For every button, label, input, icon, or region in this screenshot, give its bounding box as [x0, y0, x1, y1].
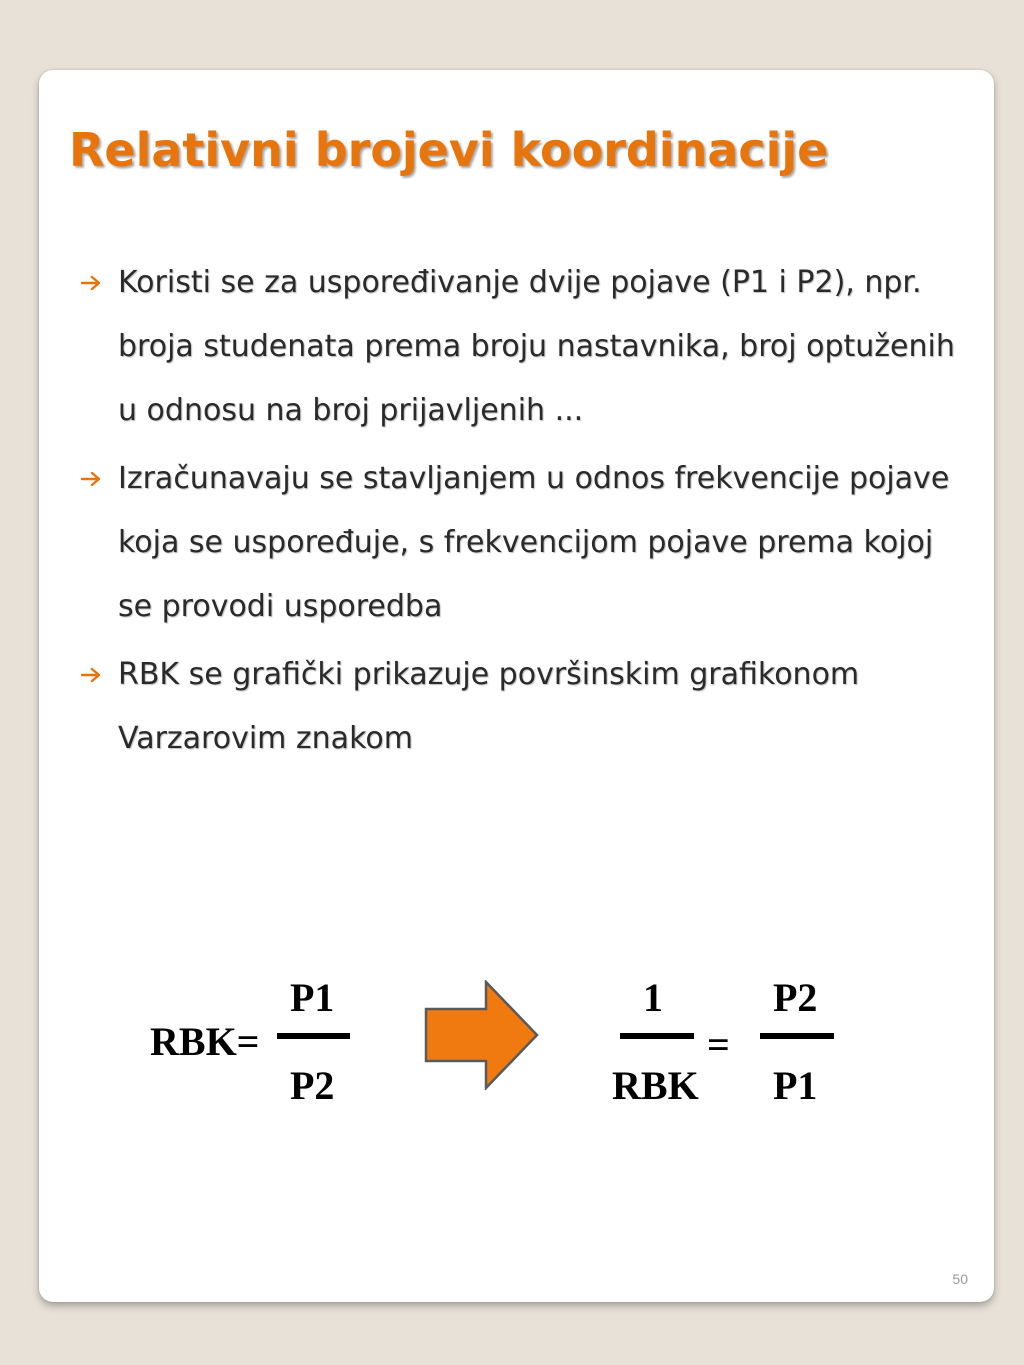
bullet-item [77, 251, 967, 443]
right-arrow-icon [77, 643, 107, 707]
formula-denominator: P1 [773, 1063, 818, 1108]
formula-equals: = [707, 1022, 730, 1067]
formula-numerator: P1 [290, 975, 335, 1020]
right-arrow-icon [77, 447, 107, 511]
fraction-bar [620, 1033, 694, 1039]
formula-denominator: P2 [290, 1063, 335, 1108]
formula-numerator: P2 [773, 975, 818, 1020]
right-arrow-icon [77, 251, 107, 315]
fraction-bar [277, 1033, 350, 1039]
formula-rbk-label: RBK= [150, 1019, 260, 1064]
bullet-text: Koristi se za uspoređivanje dvije pojave (P1 i P2), npr. broja studenata prema broju nastavnika, broj optuženih u odnosu na broj prijavljenih ... [118, 265, 955, 428]
right-block-arrow-icon [424, 980, 540, 1094]
bullet-list [77, 251, 967, 775]
bullet-text: RBK se grafički prikazuje površinskim grafikonom Varzarovim znakom [118, 657, 860, 756]
fraction-bar [760, 1033, 834, 1039]
page-number: 50 [952, 1271, 968, 1287]
bullet-item [77, 643, 967, 771]
bullet-text: Izračunavaju se stavljanjem u odnos frekvencije pojave koja se uspoređuje, s frekvencijom pojave prema kojoj se provodi usporedba [118, 461, 950, 624]
formula-numerator: 1 [643, 975, 663, 1020]
slide [39, 70, 994, 1302]
slide-title: Relativni brojevi koordinacije [69, 123, 829, 177]
formula-denominator: RBK [612, 1063, 699, 1108]
bullet-item [77, 447, 967, 639]
